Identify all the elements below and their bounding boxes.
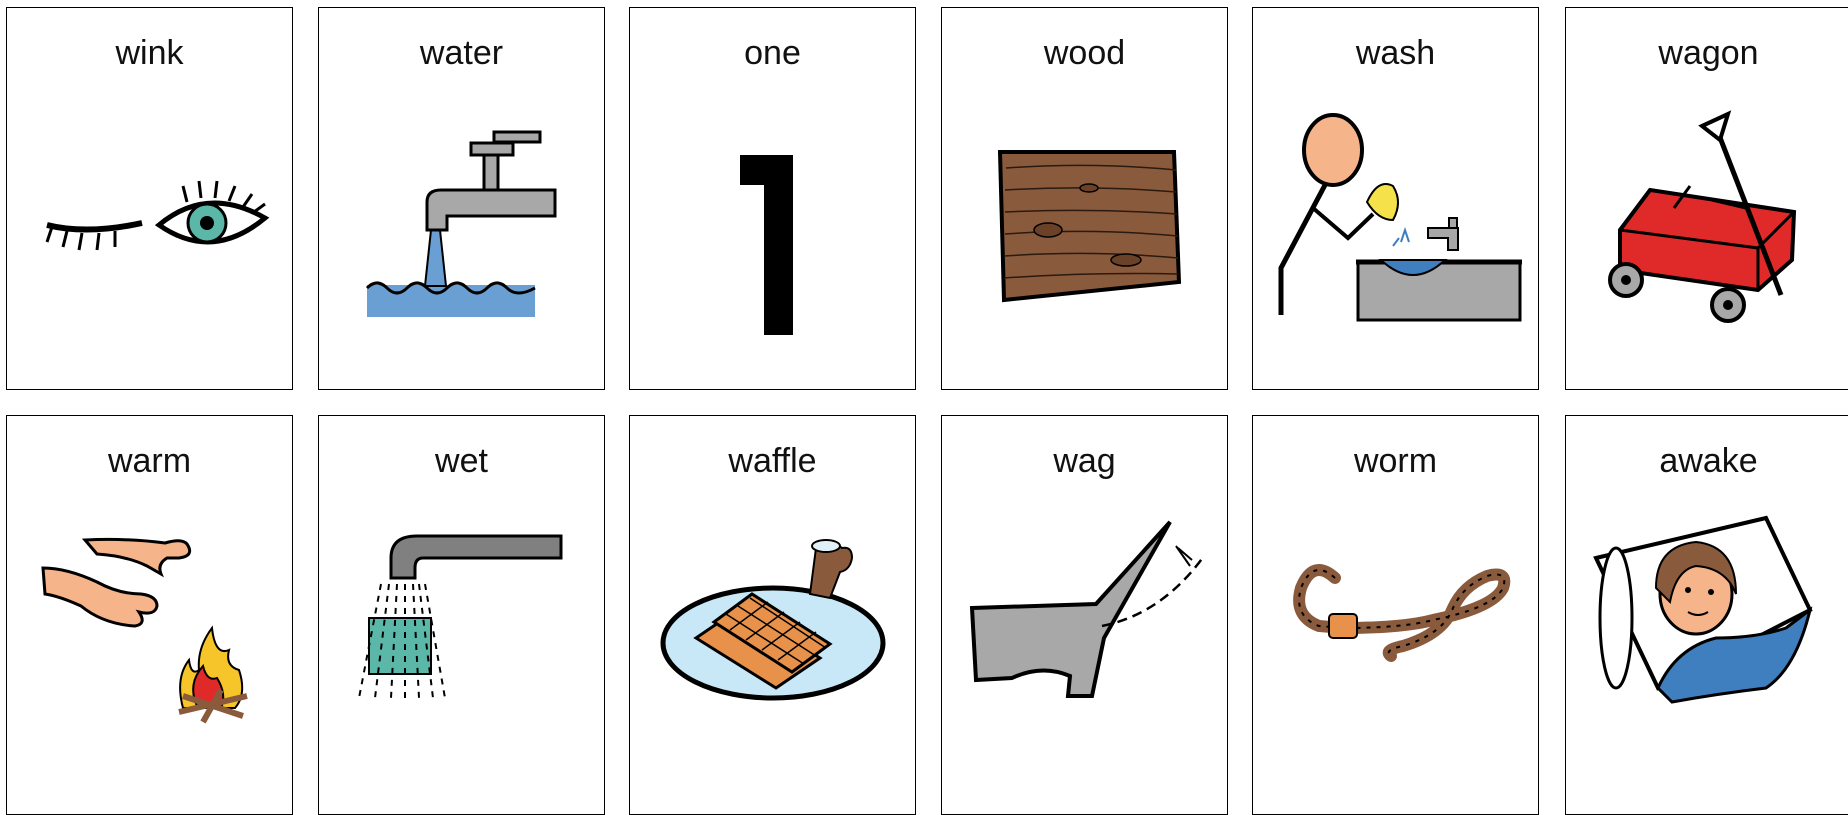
card-word: waffle <box>728 442 817 480</box>
card-word: wink <box>115 34 184 72</box>
red-wagon-icon <box>1566 90 1848 360</box>
card-awake[interactable] <box>1565 415 1848 815</box>
card-word: wagon <box>1658 34 1759 72</box>
card-word: worm <box>1353 442 1438 480</box>
card-word: wag <box>1053 442 1116 480</box>
worm-icon <box>1253 498 1539 768</box>
card-word: wash <box>1355 34 1436 72</box>
card-word: one <box>744 34 801 72</box>
card-word: awake <box>1659 442 1758 480</box>
card-wash[interactable] <box>1252 7 1539 390</box>
waffle-plate-icon <box>630 498 916 768</box>
pipe-spray-icon <box>319 498 605 768</box>
card-worm[interactable] <box>1252 415 1539 815</box>
card-wood[interactable] <box>941 7 1228 390</box>
card-waffle[interactable] <box>629 415 916 815</box>
card-word: warm <box>107 442 192 480</box>
card-wink[interactable] <box>6 7 293 390</box>
tail-wag-icon <box>942 498 1228 768</box>
hands-fire-icon <box>7 498 293 768</box>
card-warm[interactable] <box>6 415 293 815</box>
washing-sink-icon <box>1253 90 1539 360</box>
card-word: wet <box>435 442 488 480</box>
card-wag[interactable] <box>941 415 1228 815</box>
card-one[interactable] <box>629 7 916 390</box>
card-wet[interactable] <box>318 415 605 815</box>
card-word: water <box>419 34 504 72</box>
awake-person-icon <box>1566 498 1848 768</box>
number-one-icon <box>630 90 916 360</box>
card-water[interactable] <box>318 7 605 390</box>
wink-eye-icon <box>7 90 293 360</box>
tap-water-icon <box>319 90 605 360</box>
card-wagon[interactable] <box>1565 7 1848 390</box>
card-word: wood <box>1043 34 1126 72</box>
wood-plank-icon <box>942 90 1228 360</box>
